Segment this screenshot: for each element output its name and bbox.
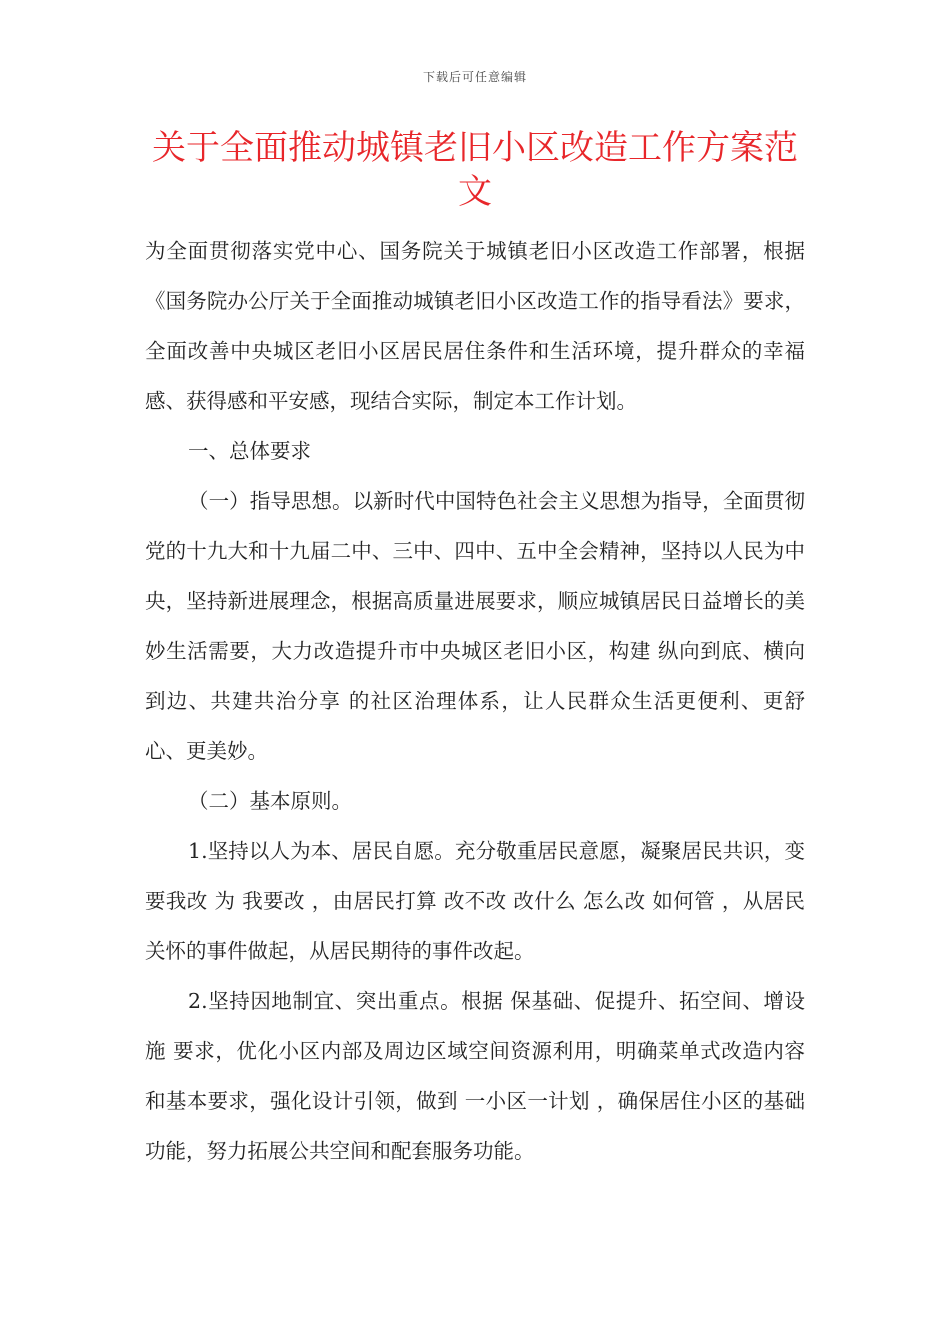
- header-note: 下载后可任意编辑: [422, 70, 527, 84]
- subheading-basic-principles: （二）基本原则。: [188, 789, 353, 813]
- principle-2: 2.坚持因地制宜、突出重点。根据 保基础、促提升、拓空间、增设施 要求，优化小区内部及周边区域空间资源利用，明确菜单式改造内容和基本要求，强化设计引领，做到 一小区一计划 ，确保居住小区的基础功能，努力拓展公共空间和配套服务功能。: [145, 989, 805, 1163]
- paragraph-guiding-thought: （一）指导思想。以新时代中国特色社会主义思想为指导，全面贯彻党的十九大和十九届二中、三中、四中、五中全会精神，坚持以人民为中央，坚持新进展理念，根据高质量进展要求，顺应城镇居民日益增长的美妙生活需要，大力改造提升市中央城区老旧小区，构建 纵向到底、横向到边、共建共治分享 的社区治理体系，让人民群众生活更便利、更舒心、更美妙。: [145, 489, 805, 763]
- document-title: 关于全面推动城镇老旧小区改造工作方案范文: [152, 128, 798, 212]
- principle-1: 1.坚持以人为本、居民自愿。充分敬重居民意愿，凝聚居民共识，变 要我改 为 我要改 ，由居民打算 改不改 改什么 怎么改 如何管 ，从居民关怀的事件做起，从居民期待的事件改起。: [145, 839, 805, 963]
- section-heading-overall: 一、总体要求: [188, 439, 312, 463]
- intro-paragraph: 为全面贯彻落实党中心、国务院关于城镇老旧小区改造工作部署，根据《国务院办公厅关于全面推动城镇老旧小区改造工作的指导看法》要求，全面改善中央城区老旧小区居民居住条件和生活环境，提升群众的幸福感、获得感和平安感，现结合实际，制定本工作计划。: [145, 239, 805, 413]
- document-body: [145, 226, 805, 1176]
